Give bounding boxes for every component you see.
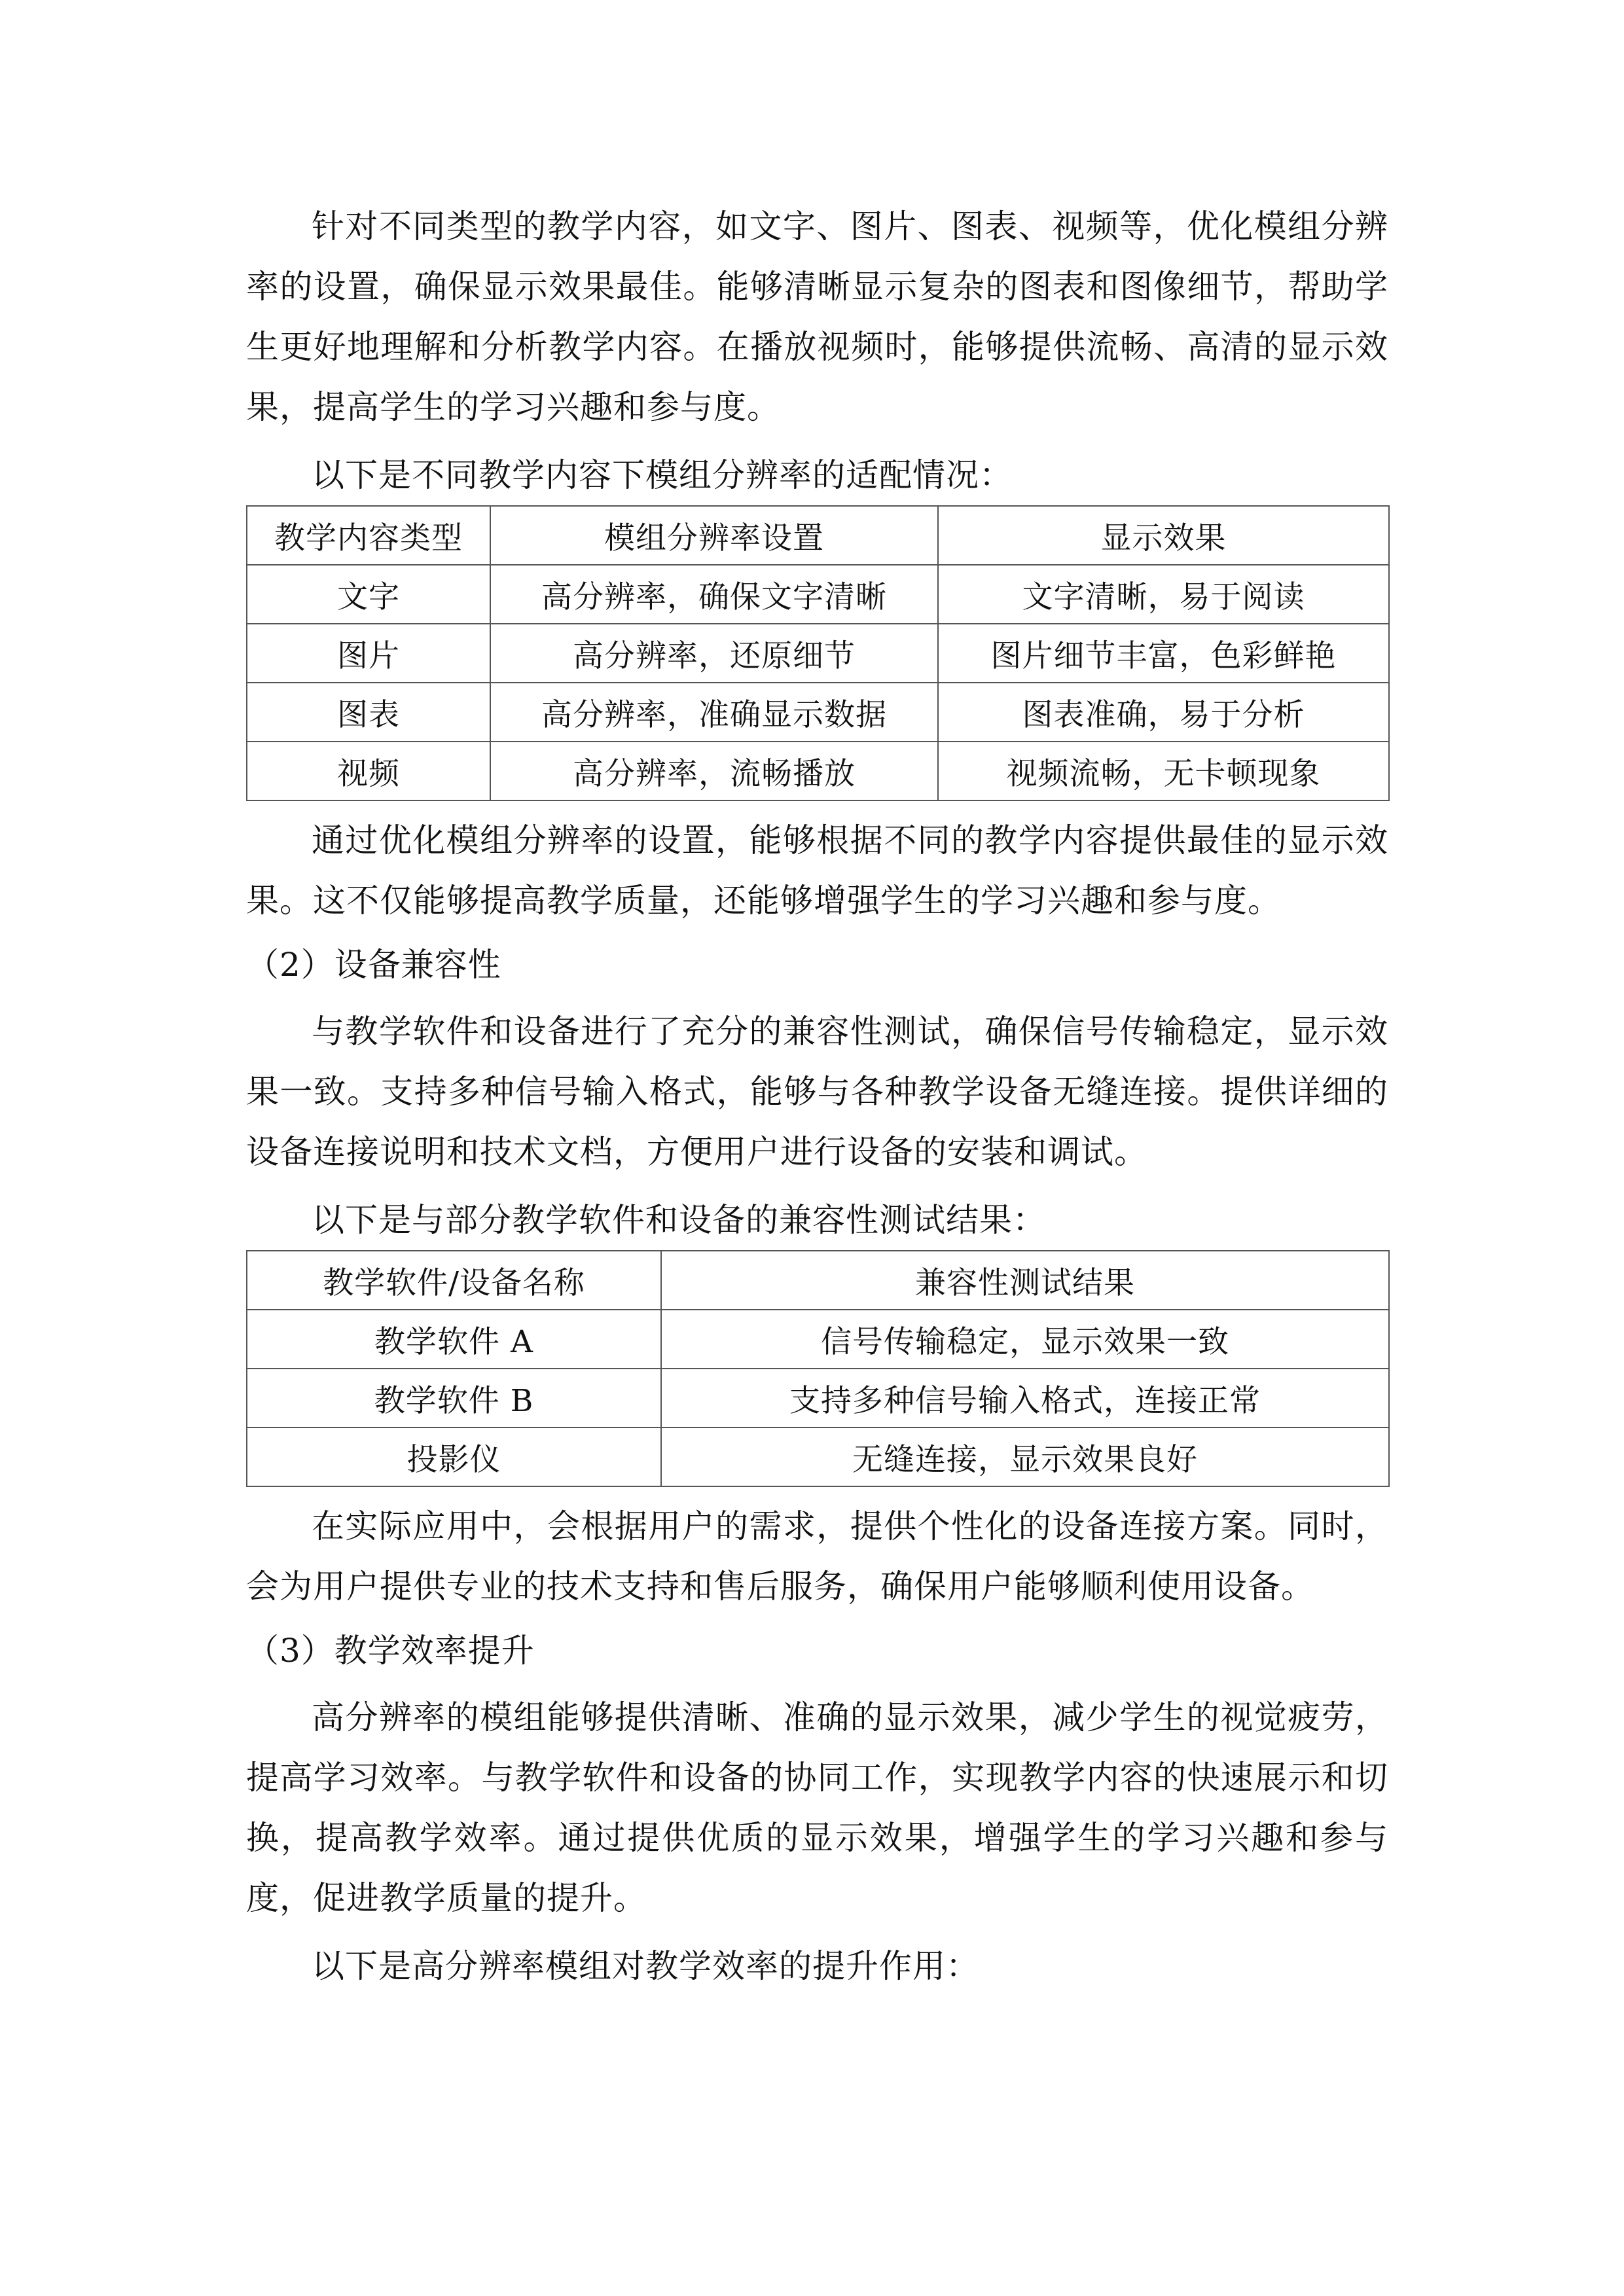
table-cell: 高分辨率，流畅播放 <box>490 742 938 800</box>
table-cell: 图片 <box>247 624 490 683</box>
table-cell: 视频 <box>247 742 490 800</box>
table-row <box>247 742 1389 800</box>
table-cell: 无缝连接，显示效果良好 <box>661 1427 1389 1486</box>
table-header-row <box>247 506 1389 565</box>
table-header-cell: 模组分辨率设置 <box>490 506 938 565</box>
table-header-row <box>247 1251 1389 1310</box>
table-row <box>247 1369 1389 1427</box>
document-page <box>246 196 1388 1996</box>
table-cell: 视频流畅，无卡顿现象 <box>938 742 1389 800</box>
table-cell: 文字清晰，易于阅读 <box>938 565 1389 624</box>
table-cell: 教学软件 A <box>247 1310 661 1369</box>
table-cell: 图片细节丰富，色彩鲜艳 <box>938 624 1389 683</box>
table-cell: 信号传输稳定，显示效果一致 <box>661 1310 1389 1369</box>
table-cell: 图表准确，易于分析 <box>938 683 1389 742</box>
table-cell: 教学软件 B <box>247 1369 661 1427</box>
section2-heading: （2）设备兼容性 <box>246 946 501 984</box>
summary1-paragraph: 通过优化模组分辨率的设置，能够根据不同的教学内容提供最佳的显示效果。这不仅能够提高教学质量，还能够增强学生的学习兴趣和参与度。 <box>246 821 1388 920</box>
resolution-adaptation-table <box>246 505 1390 801</box>
section3-lead: 以下是高分辨率模组对教学效率的提升作用： <box>312 1947 979 1985</box>
table-cell: 高分辨率，准确显示数据 <box>490 683 938 742</box>
table-header-cell: 兼容性测试结果 <box>661 1251 1389 1310</box>
table-header-cell: 显示效果 <box>938 506 1389 565</box>
table-cell: 图表 <box>247 683 490 742</box>
table-row <box>247 1310 1389 1369</box>
table-row <box>247 565 1389 624</box>
summary2-paragraph: 在实际应用中，会根据用户的需求，提供个性化的设备连接方案。同时，会为用户提供专业的技术支持和售后服务，确保用户能够顺利使用设备。 <box>246 1507 1388 1605</box>
table-header-cell: 教学软件/设备名称 <box>247 1251 661 1310</box>
table1-lead: 以下是不同教学内容下模组分辨率的适配情况： <box>312 456 1013 494</box>
compatibility-test-table <box>246 1250 1390 1487</box>
table-cell: 文字 <box>247 565 490 624</box>
table-header-cell: 教学内容类型 <box>247 506 490 565</box>
section3-heading: （3）教学效率提升 <box>246 1632 535 1670</box>
table-cell: 高分辨率，还原细节 <box>490 624 938 683</box>
table2-lead: 以下是与部分教学软件和设备的兼容性测试结果： <box>312 1201 1046 1239</box>
intro-paragraph: 针对不同类型的教学内容，如文字、图片、图表、视频等，优化模组分辨率的设置，确保显示效果最佳。能够清晰显示复杂的图表和图像细节，帮助学生更好地理解和分析教学内容。在播放视频时，能够提供流畅、高清的显示效果，提高学生的学习兴趣和参与度。 <box>246 207 1388 426</box>
section3-paragraph: 高分辨率的模组能够提供清晰、准确的显示效果，减少学生的视觉疲劳，提高学习效率。与教学软件和设备的协同工作，实现教学内容的快速展示和切换，提高教学效率。通过提供优质的显示效果，增强学生的学习兴趣和参与度，促进教学质量的提升。 <box>246 1698 1388 1917</box>
table-cell: 投影仪 <box>247 1427 661 1486</box>
table-row <box>247 683 1389 742</box>
table-row <box>247 624 1389 683</box>
section2-paragraph: 与教学软件和设备进行了充分的兼容性测试，确保信号传输稳定，显示效果一致。支持多种信号输入格式，能够与各种教学设备无缝连接。提供详细的设备连接说明和技术文档，方便用户进行设备的安装和调试。 <box>246 1013 1388 1171</box>
table-cell: 高分辨率，确保文字清晰 <box>490 565 938 624</box>
table-row <box>247 1427 1389 1486</box>
table-cell: 支持多种信号输入格式，连接正常 <box>661 1369 1389 1427</box>
